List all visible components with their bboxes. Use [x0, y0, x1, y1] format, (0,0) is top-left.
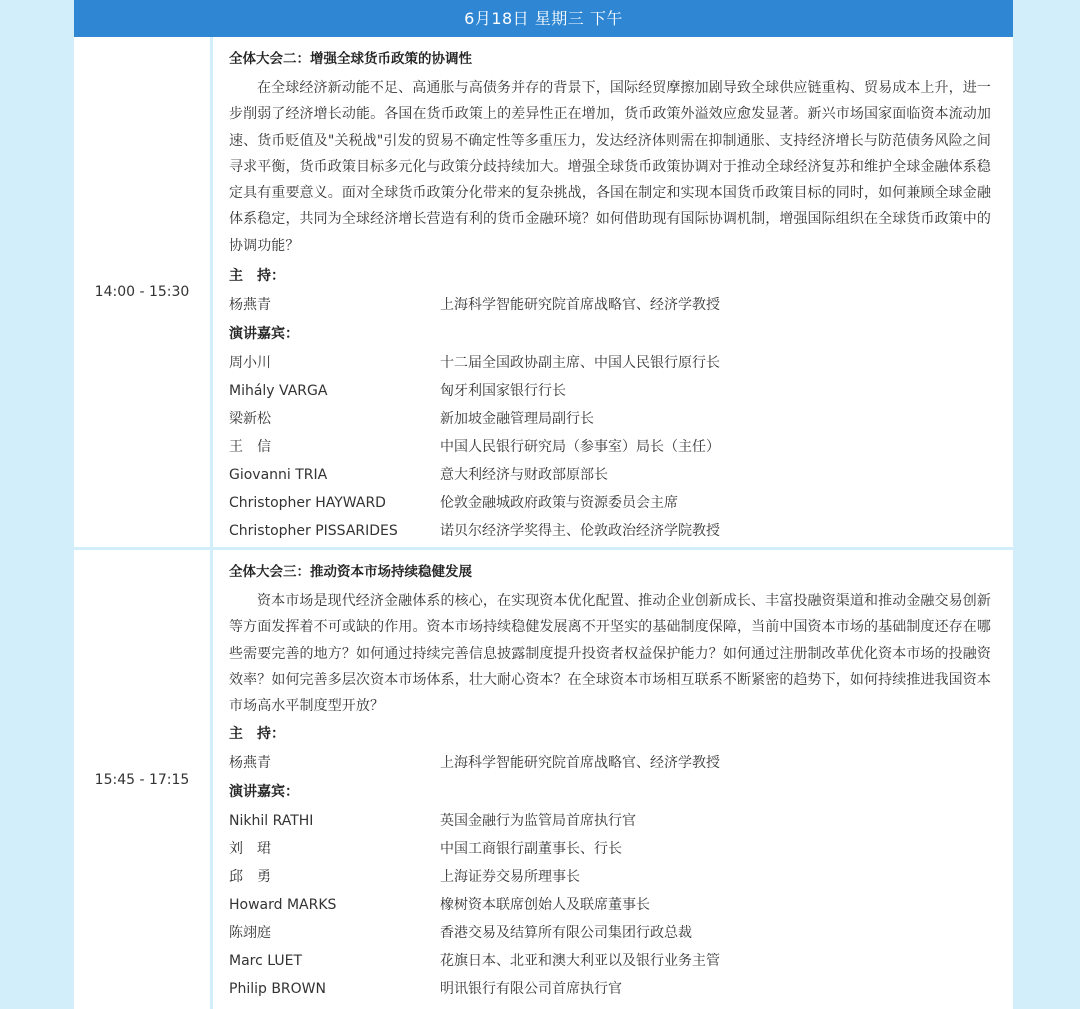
speaker-row: [229, 461, 991, 489]
session-title: 全体大会三：推动资本市场持续稳健发展: [229, 564, 472, 580]
moderator-label: 主 持：: [229, 726, 285, 743]
session-title: 全体大会二：增强全球货币政策的协调性: [229, 51, 472, 67]
agenda-table: [74, 0, 1013, 1009]
speaker-name: 刘 珺: [229, 841, 271, 858]
session-time: 15:45 - 17:15: [74, 550, 213, 1009]
speaker-name: Philip BROWN: [229, 981, 326, 998]
speaker-row: [229, 863, 991, 891]
speaker-row: [229, 377, 991, 405]
speaker-row: [229, 433, 991, 461]
speaker-row: [229, 835, 991, 863]
session-description: 在全球经济新动能不足、高通胀与高债务并存的背景下，国际经贸摩擦加剧导致全球供应链重构、贸易成本上升，进一步削弱了经济增长动能。各国在货币政策上的差异性正在增加，货币政策外溢效应愈发显著。新兴市场国家面临资本流动加速、货币贬值及"关税战"引发的贸易不确定性等多重压力，发达经济体则需在抑制通胀、支持经济增长与防范债务风险之间寻求平衡，货币政策目标多元化与政策分歧持续加大。增强全球货币政策协调对于推动全球经济复苏和维护全球金融体系稳定具有重要意义。面对全球货币政策分化带来的复杂挑战，各国在制定和实现本国货币政策目标的同时，如何兼顾全球金融体系稳定，共同为全球经济增长营造有利的货币金融环境？如何借助现有国际协调机制，增强国际组织在全球货币政策中的协调功能？: [229, 80, 991, 254]
speaker-row: [229, 919, 991, 947]
speaker-title: 新加坡金融管理局副行长: [440, 411, 594, 428]
speaker-title: 花旗日本、北亚和澳大利亚以及银行业务主管: [440, 953, 720, 970]
session-content: [213, 550, 1013, 1009]
session-time: 14:00 - 15:30: [74, 37, 213, 547]
speaker-title: 匈牙利国家银行行长: [440, 383, 566, 400]
speakers-label: 演讲嘉宾：: [229, 784, 299, 801]
speaker-title: 中国人民银行研究局（参事室）局长（主任）: [440, 439, 720, 456]
session-row: [74, 37, 1013, 547]
speakers-label: 演讲嘉宾：: [229, 326, 299, 343]
speaker-name: 周小川: [229, 355, 271, 372]
speaker-row: [229, 975, 991, 1003]
speaker-title: 伦敦金融城政府政策与资源委员会主席: [440, 495, 678, 512]
moderator-title: 上海科学智能研究院首席战略官、经济学教授: [440, 755, 720, 772]
speaker-row: [229, 807, 991, 835]
speaker-name: Howard MARKS: [229, 897, 337, 914]
moderator-name: 杨燕青: [229, 755, 271, 772]
speaker-title: 橡树资本联席创始人及联席董事长: [440, 897, 650, 914]
speaker-name: Giovanni TRIA: [229, 467, 328, 484]
moderator-label: 主 持：: [229, 268, 285, 285]
speaker-title: 意大利经济与财政部原部长: [440, 467, 608, 484]
speaker-name: 王 信: [229, 439, 271, 456]
speaker-name: Marc LUET: [229, 953, 303, 970]
moderator-row: [229, 749, 991, 777]
moderator-row: [229, 291, 991, 319]
session-row: [74, 547, 1013, 1009]
speaker-name: Christopher PISSARIDES: [229, 523, 398, 540]
date-header: 6月18日 星期三 下午: [74, 0, 1013, 37]
speaker-row: [229, 489, 991, 517]
speaker-name: Christopher HAYWARD: [229, 495, 386, 512]
speaker-name: 陈翊庭: [229, 925, 271, 942]
speaker-row: [229, 891, 991, 919]
speaker-title: 明讯银行有限公司首席执行官: [440, 981, 622, 998]
session-description: 资本市场是现代经济金融体系的核心，在实现资本优化配置、推动企业创新成长、丰富投融资渠道和推动金融交易创新等方面发挥着不可或缺的作用。资本市场持续稳健发展离不开坚实的基础制度保障，当前中国资本市场的基础制度还存在哪些需要完善的地方？如何通过持续完善信息披露制度提升投资者权益保护能力？如何通过注册制改革优化资本市场的投融资效率？如何完善多层次资本市场体系，壮大耐心资本？在全球资本市场相互联系不断紧密的趋势下，如何持续推进我国资本市场高水平制度型开放？: [229, 593, 991, 715]
speaker-title: 上海证券交易所理事长: [440, 869, 580, 886]
speaker-name: Mihály VARGA: [229, 383, 328, 400]
speaker-name: Nikhil RATHI: [229, 813, 314, 830]
speaker-title: 中国工商银行副董事长、行长: [440, 841, 622, 858]
moderator-name: 杨燕青: [229, 297, 271, 314]
speaker-title: 香港交易及结算所有限公司集团行政总裁: [440, 925, 692, 942]
speaker-title: 十二届全国政协副主席、中国人民银行原行长: [440, 355, 720, 372]
speaker-title: 诺贝尔经济学奖得主、伦敦政治经济学院教授: [440, 523, 720, 540]
speaker-name: 邱 勇: [229, 869, 271, 886]
speaker-row: [229, 349, 991, 377]
speaker-title: 英国金融行为监管局首席执行官: [440, 813, 636, 830]
session-content: [213, 37, 1013, 547]
speaker-row: [229, 517, 991, 545]
moderator-title: 上海科学智能研究院首席战略官、经济学教授: [440, 297, 720, 314]
speaker-row: [229, 947, 991, 975]
speaker-row: [229, 405, 991, 433]
speaker-name: 梁新松: [229, 411, 271, 428]
